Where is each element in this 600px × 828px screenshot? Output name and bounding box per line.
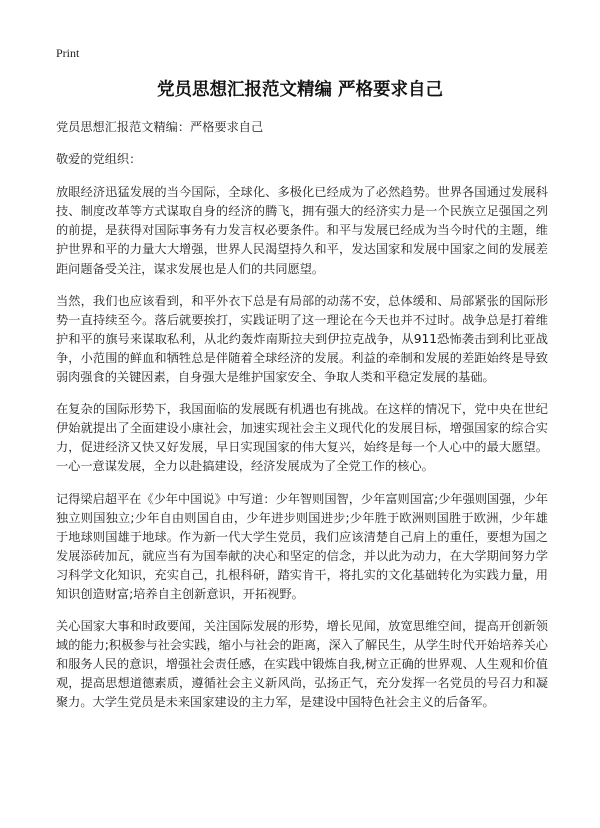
paragraph-2: 当然，我们也应该看到，和平外衣下总是有局部的动荡不安，总体缓和、局部紧张的国际形势一直持续至今。落后就要挨打，实践证明了这一理论在今天也并不过时。战争总是打着维护和平的旗号来谋取私利，从北约轰炸南斯拉夫到伊拉克战争，从911恐怖袭击到利比亚战争，小范围的鲜血和牺牲总是伴随着全球经济的发展。利益的牵制和发展的差距始终是导致弱肉强食的关键因素，自身强大是维护国家安全、争取人类和平稳定发展的基础。 xyxy=(56,293,548,385)
greeting: 敬爱的党组织： xyxy=(56,152,142,167)
page-title: 党员思想汇报范文精编 严格要求自己 xyxy=(156,80,444,100)
paragraph-4: 记得梁启超平在《少年中国说》中写道：少年智则国智，少年富则国富;少年强则国强，少年独立则国独立;少年自由则国自由，少年进步则国进步;少年胜于欧洲则国胜于欧洲，少年雄于地球则国雄于地球。作为新一代大学生党员，我们应该清楚自己肩上的重任，要想为国之发展添砖加瓦，就应当有为国奉献的决心和坚定的信念，并以此为动力，在大学期间努力学习科学文化知识，充实自己，扎根科研，踏实肯干，将扎实的文化基础转化为实践力量，用知识创造财富;培养自主创新意识，开拓视野。 xyxy=(56,491,548,601)
print-link[interactable]: Print xyxy=(56,46,80,60)
document-body xyxy=(56,118,548,726)
paragraph-5: 关心国家大事和时政要闻，关注国际发展的形势，增长见闻，放宽思维空间，提高开创新领域的能力;积极参与社会实践，缩小与社会的距离，深入了解民生，从学生时代开始培养关心和服务人民的意识，增强社会责任感，在实践中锻炼自我,树立正确的世界观、人生观和价值观，提高思想道德素质，遵循社会主义新风尚，弘扬正气，充分发挥一名党员的号召力和凝聚力。大学生党员是未来国家建设的主力军，是建设中国特色社会主义的后备军。 xyxy=(56,619,548,710)
paragraph-1: 放眼经济迅猛发展的当今国际，全球化、多极化已经成为了必然趋势。世界各国通过发展科技、制度改革等方式谋取自身的经济的腾飞，拥有强大的经济实力是一个民族立足强国之列的前提，是获得对国际事务有力发言权必要条件。和平与发展已经成为当今时代的主题，维护世界和平的力量大大增强，世界人民渴望持久和平，发达国家和发展中国家之间的发展差距问题备受关注，谋求发展也是人们的共同愿望。 xyxy=(56,185,548,276)
paragraph-3: 在复杂的国际形势下，我国面临的发展既有机遇也有挑战。在这样的情况下，党中央在世纪伊始就提出了全面建设小康社会，加速实现社会主义现代化的发展目标，增强国家的综合实力，促进经济又快又好发展，早日实现国家的伟大复兴，始终是每一个人心中的最大愿望。一心一意谋发展，全力以赴搞建设，经济发展成为了全党工作的核心。 xyxy=(56,402,548,474)
document-subtitle: 党员思想汇报范文精编：严格要求自己 xyxy=(56,120,264,134)
